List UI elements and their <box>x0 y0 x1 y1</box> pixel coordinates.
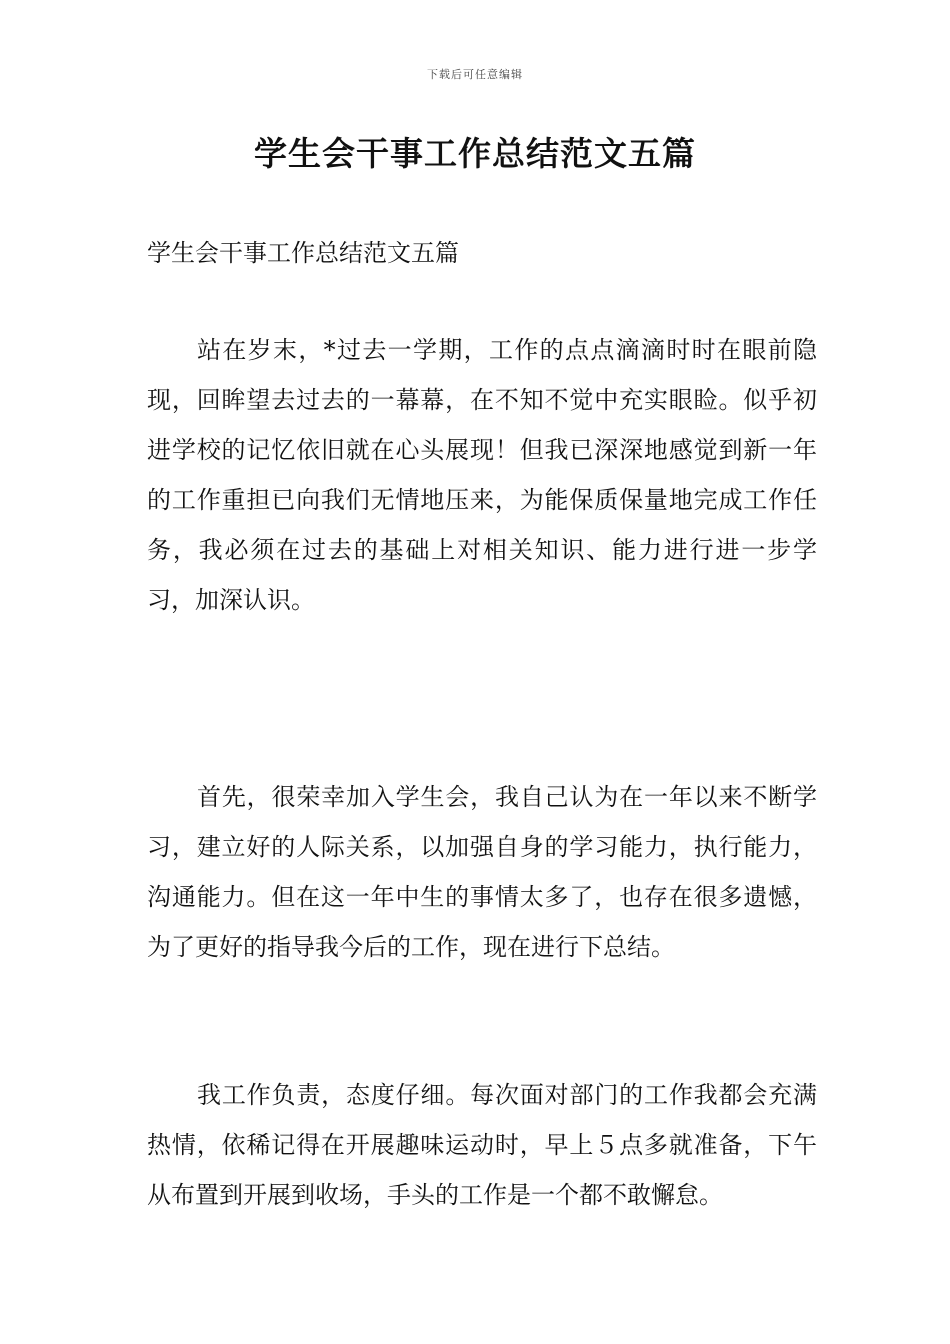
document-subtitle: 学生会干事工作总结范文五篇 <box>147 239 459 267</box>
paragraph: 我工作负责，态度仔细。每次面对部门的工作我都会充满热情，依稀记得在开展趣味运动时，早上５点多就准备，下午从布置到开展到收场，手头的工作是一个都不敢懈怠。 <box>147 1081 817 1209</box>
paragraph: 首先，很荣幸加入学生会，我自己认为在一年以来不断学习，建立好的人际关系，以加强自身的学习能力，执行能力，沟通能力。但在这一年中生的事情太多了，也存在很多遗憾，为了更好的指导我今后的工作，现在进行下总结。 <box>147 783 817 961</box>
document-title: 学生会干事工作总结范文五篇 <box>254 134 696 173</box>
header-note: 下载后可任意编辑 <box>427 68 523 81</box>
paragraph: 站在岁末，*过去一学期，工作的点点滴滴时时在眼前隐现，回眸望去过去的一幕幕，在不知不觉中充实眼睑。似乎初进学校的记忆依旧就在心头展现！但我已深深地感觉到新一年的工作重担已向我们无情地压来，为能保质保量地完成工作任务，我必须在过去的基础上对相关知识、能力进行进一步学习，加深认识。 <box>147 336 817 614</box>
